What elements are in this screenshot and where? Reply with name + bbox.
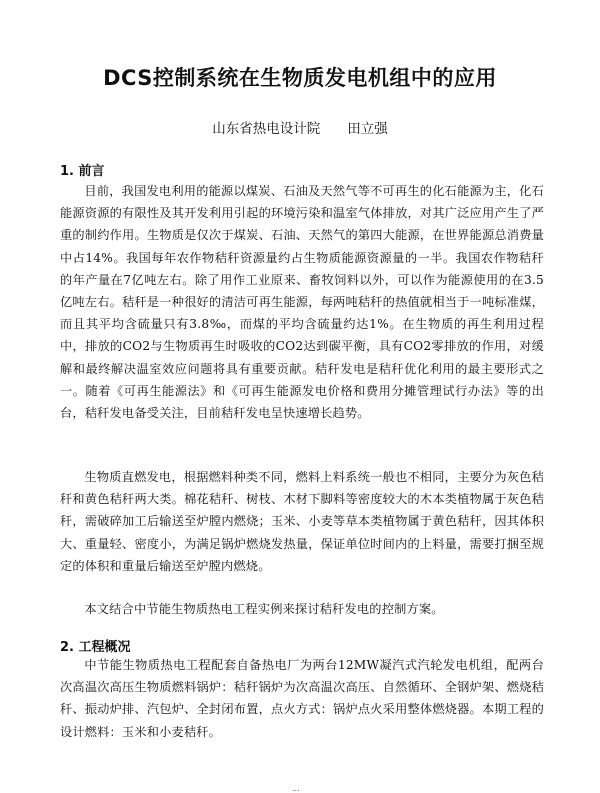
author-line: 山东省热电设计院 田立强 [212, 121, 388, 137]
overview-paragraph-1: 中节能生物质热电工程配套自备热电厂为两台12MW凝汽式汽轮发电机组，配两台次高温次高压生物质燃料锅炉：秸秆锅炉为次高温次高压、自然循环、全钢炉架、燃烧秸秆、振动炉排、汽包炉、全封闭布置，点火方式：锅炉点火采用整体燃烧器。本期工程的设计燃料：玉米和小麦秸秆。 [60, 658, 544, 739]
footer-mark: ... [292, 784, 300, 793]
section-heading-intro: 1. 前言 [60, 164, 105, 179]
intro-paragraph-2: 生物质直燃发电，根据燃料种类不同，燃料上料系统一般也不相同，主要分为灰色秸秆和黄色秸秆两大类。棉花秸秆、树枝、木材下脚料等密度较大的木本类植物属于灰色秸秆，需破碎加工后输送至炉膛内燃烧；玉米、小麦等草本类植物属于黄色秸秆，因其体积大、重量轻、密度小，为满足锅炉燃烧发热量，保证单位时间内的上料量，需要打捆至规定的体积和重量后输送至炉膛内燃烧。 [60, 470, 544, 573]
intro-paragraph-3: 本文结合中节能生物质热电工程实例来探讨秸秆发电的控制方案。 [84, 602, 444, 616]
section-heading-overview: 2. 工程概况 [60, 640, 131, 655]
intro-paragraph-1: 目前，我国发电利用的能源以煤炭、石油及天然气等不可再生的化石能源为主，化石能源资源的有限性及其开发利用引起的环境污染和温室气体排放，对其广泛应用产生了严重的制约作用。生物质是仅次于煤炭、石油、天然气的第四大能源，在世界能源总消费量中占14%。我国每年农作物秸秆资源量约占生物质能源资源量的一半。我国农作物秸秆的年产量在7亿吨左右。除了用作工业原来、畜牧饲料以外，可以作为能源使用的在3.5亿吨左右。秸秆是一种很好的清洁可再生能源，每两吨秸秆的热值就相当于一吨标准煤，而且其平均含硫量只有3.8‰，而煤的平均含硫量约达1%。在生物质的再生利用过程中，排放的CO2与生物质再生时吸收的CO2达到碳平衡，具有CO2零排放的作用，对缓解和最终解决温室效应问题将具有重要贡献。秸秆发电是秸秆优化利用的最主要形式之一。随着《可再生能源法》和《可再生能源发电价格和费用分摊管理试行办法》等的出台，秸秆发电备受关注，目前秸秆发电呈快速增长趋势。 [60, 184, 544, 421]
paper-title: DCS控制系统在生物质发电机组中的应用 [103, 66, 497, 90]
